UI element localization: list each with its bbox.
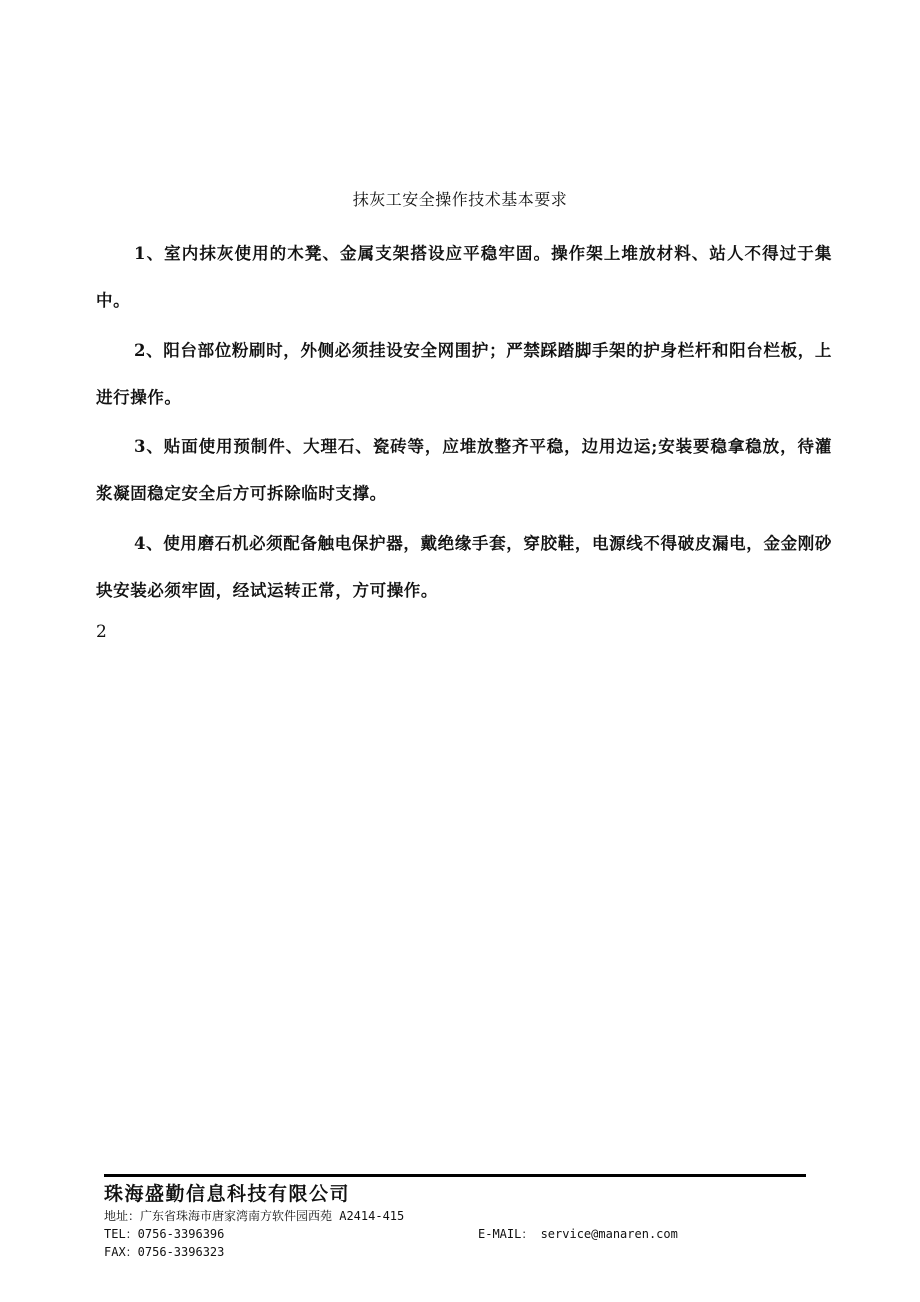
- article-body: [96, 230, 832, 616]
- company-email: E-MAIL： service@manaren.com: [478, 1227, 678, 1241]
- footer: [104, 1174, 806, 1261]
- paragraph-1: 1、室内抹灰使用的木凳、金属支架搭设应平稳牢固。操作架上堆放材料、站人不得过于集中。: [96, 244, 832, 311]
- paragraph-2: 2、阳台部位粉刷时，外侧必须挂设安全网围护；严禁踩踏脚手架的护身栏杆和阳台栏板，上进行操作。: [96, 340, 832, 407]
- contact-row: [104, 1225, 806, 1243]
- company-name: 珠海盛勤信息科技有限公司: [104, 1183, 351, 1205]
- paragraph-3: 3、贴面使用预制件、大理石、瓷砖等，应堆放整齐平稳，边用边运;安装要稳拿稳放，待灌浆凝固稳定安全后方可拆除临时支撑。: [96, 437, 832, 504]
- footer-divider: [104, 1174, 806, 1177]
- company-fax: FAX：0756-3396323: [104, 1245, 225, 1259]
- paragraph-4: 4、使用磨石机必须配备触电保护器，戴绝缘手套，穿胶鞋，电源线不得破皮漏电，金金刚砂块安装必须牢固，经试运转正常，方可操作。: [96, 533, 832, 601]
- page-title: 抹灰工安全操作技术基本要求: [352, 190, 568, 209]
- page-number: 2: [96, 622, 107, 642]
- company-address: 地址：广东省珠海市唐家湾南方软件园西苑 A2414-415: [104, 1209, 405, 1223]
- company-tel: TEL：0756-3396396: [104, 1227, 225, 1241]
